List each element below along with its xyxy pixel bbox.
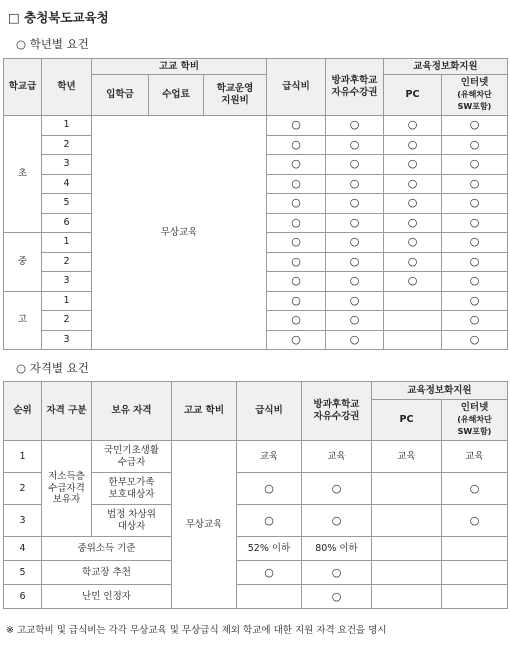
meal-cell: ○ [237, 505, 302, 537]
header-internet: 인터넷 (유해차단 SW포함) [442, 400, 508, 441]
rank-cell: 3 [4, 505, 42, 537]
meal-cell: ○ [267, 311, 326, 331]
afterschool-cell: ○ [326, 194, 384, 214]
internet-cell: ○ [442, 213, 508, 233]
afterschool-cell: ○ [326, 330, 384, 350]
pc-cell [384, 311, 442, 331]
grade-cell: 1 [42, 116, 92, 136]
level-middle: 중 [4, 233, 42, 292]
qualification-cell: 국민기초생활 수급자 [92, 441, 172, 473]
afterschool-cell: ○ [302, 561, 372, 585]
pc-cell [372, 473, 442, 505]
internet-cell: ○ [442, 135, 508, 155]
afterschool-cell: ○ [326, 291, 384, 311]
grade-cell: 3 [42, 272, 92, 292]
header-school-level: 학교급 [4, 59, 42, 116]
table-row [4, 537, 508, 561]
header-pc: PC [384, 75, 442, 116]
rank-cell: 4 [4, 537, 42, 561]
meal-cell: ○ [267, 252, 326, 272]
rank-cell: 5 [4, 561, 42, 585]
meal-cell: ○ [267, 155, 326, 175]
internet-cell: 교육 [442, 441, 508, 473]
header-operating: 학교운영 지원비 [204, 75, 267, 116]
pc-cell [384, 291, 442, 311]
afterschool-cell: ○ [302, 505, 372, 537]
internet-cell: ○ [442, 233, 508, 253]
rank-cell: 1 [4, 441, 42, 473]
qualification-requirements-table [3, 381, 508, 609]
free-education-cell: 무상교육 [92, 116, 267, 350]
grade-cell: 1 [42, 291, 92, 311]
pc-cell: ○ [384, 272, 442, 292]
qualification-cell: 난민 인정자 [42, 585, 172, 609]
footnote: ※ 고교학비 및 급식비는 각각 무상교육 및 무상급식 제외 학교에 대한 지원 자격 요건을 명시 [6, 625, 387, 636]
internet-cell: ○ [442, 194, 508, 214]
internet-cell [442, 537, 508, 561]
grade-cell: 2 [42, 135, 92, 155]
meal-cell: ○ [267, 194, 326, 214]
meal-cell: 교육 [237, 441, 302, 473]
header-tuition: 수업료 [149, 75, 204, 116]
header-internet: 인터넷 (유해차단 SW포함) [442, 75, 508, 116]
meal-cell: ○ [237, 473, 302, 505]
grade-cell: 3 [42, 330, 92, 350]
header-info-support: 교육정보화지원 [384, 59, 508, 75]
rank-cell: 2 [4, 473, 42, 505]
rank-cell: 6 [4, 585, 42, 609]
free-education-cell: 무상교육 [172, 441, 237, 609]
pc-cell: ○ [384, 233, 442, 253]
internet-cell: ○ [442, 252, 508, 272]
afterschool-cell: ○ [326, 174, 384, 194]
grade-cell: 4 [42, 174, 92, 194]
level-high: 고 [4, 291, 42, 350]
header-meal: 급식비 [267, 59, 326, 116]
table-row [4, 116, 508, 136]
meal-cell [237, 585, 302, 609]
grade-cell: 2 [42, 252, 92, 272]
header-meal: 급식비 [237, 382, 302, 441]
grade-requirements-table [3, 58, 508, 350]
page-title: □ 충청북도교육청 [8, 10, 109, 25]
afterschool-cell: ○ [326, 272, 384, 292]
grade-cell: 1 [42, 233, 92, 253]
header-pc: PC [372, 400, 442, 441]
pc-cell [384, 330, 442, 350]
meal-cell: ○ [267, 135, 326, 155]
qualification-cell: 중위소득 기준 [42, 537, 172, 561]
internet-cell: ○ [442, 272, 508, 292]
header-grade: 학년 [42, 59, 92, 116]
meal-cell: ○ [267, 272, 326, 292]
meal-cell: ○ [267, 174, 326, 194]
grade-cell: 6 [42, 213, 92, 233]
header-afterschool: 방과후학교 자유수강권 [326, 59, 384, 116]
pc-cell [372, 505, 442, 537]
afterschool-cell: ○ [326, 116, 384, 136]
afterschool-cell: ○ [326, 213, 384, 233]
pc-cell: ○ [384, 174, 442, 194]
internet-cell [442, 561, 508, 585]
header-admission: 입학금 [92, 75, 149, 116]
qualification-cell: 법정 차상위 대상자 [92, 505, 172, 537]
afterschool-cell: 80% 이하 [302, 537, 372, 561]
internet-cell: ○ [442, 311, 508, 331]
grade-cell: 3 [42, 155, 92, 175]
afterschool-cell: ○ [326, 233, 384, 253]
internet-cell: ○ [442, 505, 508, 537]
afterschool-cell: 교육 [302, 441, 372, 473]
internet-cell: ○ [442, 291, 508, 311]
header-info-support: 교육정보화지원 [372, 382, 508, 400]
meal-cell: ○ [267, 116, 326, 136]
pc-cell [372, 561, 442, 585]
pc-cell [372, 537, 442, 561]
afterschool-cell: ○ [326, 311, 384, 331]
pc-cell: ○ [384, 116, 442, 136]
level-elementary: 초 [4, 116, 42, 233]
pc-cell: 교육 [372, 441, 442, 473]
meal-cell: ○ [267, 233, 326, 253]
internet-cell: ○ [442, 174, 508, 194]
header-afterschool: 방과후학교 자유수강권 [302, 382, 372, 441]
pc-cell: ○ [384, 213, 442, 233]
section-heading-qualification: ○ 자격별 요건 [16, 361, 89, 375]
internet-cell: ○ [442, 116, 508, 136]
afterschool-cell: ○ [326, 135, 384, 155]
header-hs-fee: 고교 학비 [172, 382, 237, 441]
internet-cell: ○ [442, 473, 508, 505]
pc-cell: ○ [384, 155, 442, 175]
meal-cell: ○ [237, 561, 302, 585]
header-rank: 순위 [4, 382, 42, 441]
internet-cell [442, 585, 508, 609]
internet-cell: ○ [442, 155, 508, 175]
internet-cell: ○ [442, 330, 508, 350]
meal-cell: ○ [267, 213, 326, 233]
table-row [4, 585, 508, 609]
grade-cell: 5 [42, 194, 92, 214]
meal-cell: 52% 이하 [237, 537, 302, 561]
afterschool-cell: ○ [326, 155, 384, 175]
low-income-group: 저소득층 수급자격 보유자 [42, 441, 92, 537]
meal-cell: ○ [267, 330, 326, 350]
pc-cell: ○ [384, 135, 442, 155]
afterschool-cell: ○ [326, 252, 384, 272]
qualification-cell: 한부모가족 보호대상자 [92, 473, 172, 505]
header-qual-type: 자격 구분 [42, 382, 92, 441]
grade-cell: 2 [42, 311, 92, 331]
qualification-cell: 학교장 추천 [42, 561, 172, 585]
afterschool-cell: ○ [302, 473, 372, 505]
section-heading-grade: ○ 학년별 요건 [16, 37, 89, 51]
pc-cell [372, 585, 442, 609]
header-holding-qual: 보유 자격 [92, 382, 172, 441]
header-hs-fee: 고교 학비 [92, 59, 267, 75]
meal-cell: ○ [267, 291, 326, 311]
table-row [4, 441, 508, 473]
pc-cell: ○ [384, 194, 442, 214]
pc-cell: ○ [384, 252, 442, 272]
afterschool-cell: ○ [302, 585, 372, 609]
table-row [4, 561, 508, 585]
